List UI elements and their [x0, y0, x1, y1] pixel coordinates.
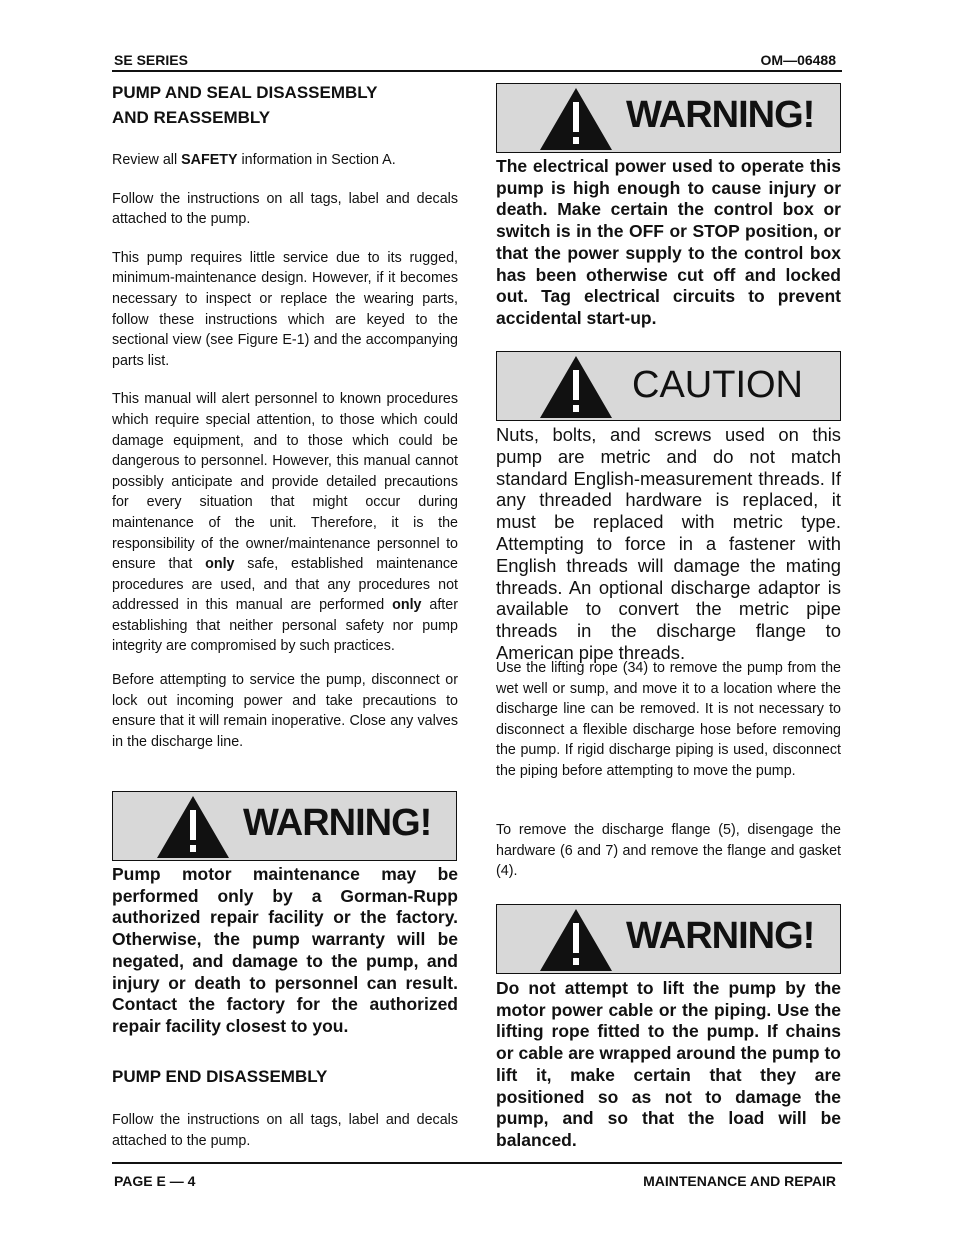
paragraph-manual-e: after establishing that neither personal safety nor pump integrity are compromised by such practices.: [112, 597, 458, 655]
warning-label: WARNING!: [626, 915, 815, 957]
paragraph-safety-bold: SAFETY: [181, 152, 238, 168]
paragraph-manual-a: This manual will alert personnel to known procedures which require special attention, to those which could damage equipment, and to those which could be dangerous to personnel. However, this manual cannot possibly anticipate and provide detailed precautions for every situation that might occur during maintenance of the unit. Therefore, it is the responsibility of the owner/maintenance personnel to ensure that: [112, 391, 458, 573]
caution-label: CAUTION: [632, 364, 803, 406]
paragraph-service: This pump requires little service due to its rugged, minimum-maintenance design. However, if it becomes necessary to inspect or replace the wearing parts, follow these instructions which are keyed to the sectional view (see Figure E-1) and the accompanying parts list.: [112, 249, 458, 369]
paragraph-disconnect: Before attempting to service the pump, disconnect or lock out incoming power and take precautions to ensure that it will remain inoperative. Close any valves in the discharge line.: [112, 672, 458, 750]
paragraph-safety-pre: Review all: [112, 152, 182, 168]
footer-page-number: PAGE E — 4: [114, 1173, 196, 1189]
paragraph-flange: To remove the discharge flange (5), disengage the hardware (6 and 7) and remove the flange and gasket (4).: [496, 822, 841, 880]
section-title-line2: AND REASSEMBLY: [112, 108, 271, 127]
warning-box-motor: [112, 791, 457, 861]
section-title: [112, 80, 458, 130]
header-doc-number: OM—06488: [760, 52, 836, 68]
header-rule: [112, 70, 842, 72]
left-column: [112, 80, 458, 752]
paragraph-tags: Follow the instructions on all tags, label and decals attached to the pump.: [112, 190, 458, 228]
warning-text-electrical: The electrical power used to operate this pump is high enough to cause injury or death. Make certain the control box or switch is in the OFF or STOP position, or that the power supply to the control box has been otherwise cut off and locked out. Tag electrical circuits to prevent accidental start-up.: [496, 156, 841, 328]
warning-text-lifting: Do not attempt to lift the pump by the motor power cable or the piping. Use the lifting rope fitted to the pump. If chains or cable are wrapped around the pump to lift it, make certain that they are positioned so as not to damage the pump, and so that the load will be balanced.: [496, 978, 841, 1150]
warning-triangle-icon: [538, 86, 614, 152]
footer-rule: [112, 1162, 842, 1164]
warning-triangle-icon: [155, 794, 231, 860]
subsection-title: PUMP END DISASSEMBLY: [112, 1067, 328, 1086]
paragraph-safety: [112, 150, 458, 171]
header-series: SE SERIES: [114, 52, 188, 68]
paragraph-manual-c: safe, established maintenance procedures are used, and that any procedures not addressed in this manual are performed: [112, 556, 458, 614]
section-title-line1: PUMP AND SEAL DISASSEMBLY: [112, 83, 378, 102]
warning-box-electrical: [496, 83, 841, 153]
caution-triangle-icon: [538, 354, 614, 420]
warning-text-motor: Pump motor maintenance may be performed only by a Gorman-Rupp authorized repair facility or the factory. Otherwise, the pump warranty will be negated, and damage to the pump, and injury or death to personnel can result. Contact the factory for the authorized repair facility closest to you.: [112, 864, 458, 1036]
paragraph-manual-only2: only: [392, 597, 422, 614]
paragraph-lifting: Use the lifting rope (34) to remove the pump from the wet well or sump, and move it to a location where the discharge line can be removed. It is not necessary to disconnect a flexible discharge hose before removing the pump. If rigid discharge piping is used, disconnect the piping before attempting to move the pump.: [496, 660, 841, 779]
paragraph-tags-2: Follow the instructions on all tags, label and decals attached to the pump.: [112, 1112, 458, 1149]
warning-box-lifting: [496, 904, 841, 974]
warning-label: WARNING!: [243, 802, 432, 844]
caution-box-metric: [496, 351, 841, 421]
warning-label: WARNING!: [626, 94, 815, 136]
caution-text-metric: Nuts, bolts, and screws used on this pump are metric and do not match standard English-measurement threads. If any threaded hardware is replaced, it must be replaced with metric type. Attempting to force in a fastener with English threads will damage the mating threads. An optional discharge adaptor is available to convert the metric pipe threads in the discharge flange to American pipe threads.: [496, 424, 841, 663]
paragraph-safety-post: information in Section A.: [237, 152, 396, 168]
warning-triangle-icon: [538, 907, 614, 973]
footer-section: MAINTENANCE AND REPAIR: [643, 1173, 836, 1189]
paragraph-manual-only1: only: [205, 556, 235, 573]
paragraph-manual: [112, 389, 458, 657]
